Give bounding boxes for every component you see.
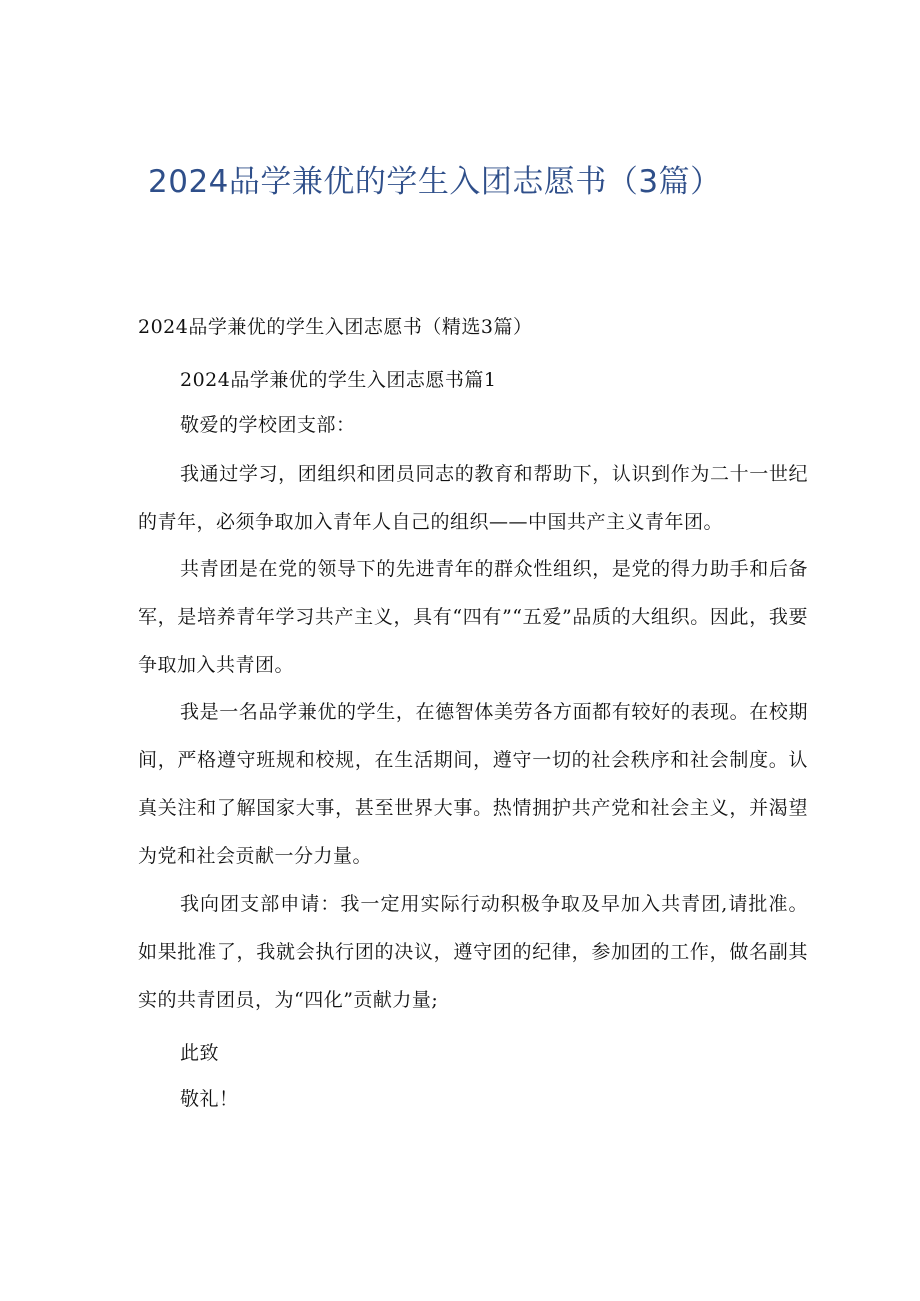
salutation: 敬爱的学校团支部： bbox=[180, 414, 356, 436]
document-subtitle: 2024品学兼优的学生入团志愿书（精选3篇） bbox=[138, 316, 533, 338]
section-heading: 2024品学兼优的学生入团志愿书篇1 bbox=[180, 369, 497, 391]
paragraph-3: 我是一名品学兼优的学生，在德智体美劳各方面都有较好的表现。在校期间，严格遵守班规和校规，在生活期间，遵守一切的社会秩序和社会制度。认真关注和了解国家大事，甚至世界大事。热情拥护共产党和社会主义，并渴望为党和社会贡献一分力量。 bbox=[138, 701, 808, 867]
page-title: 2024品学兼优的学生入团志愿书（3篇） bbox=[148, 164, 722, 200]
closing-line: 此致 bbox=[180, 1042, 220, 1064]
paragraph-1: 我通过学习，团组织和团员同志的教育和帮助下，认识到作为二十一世纪的青年，必须争取加入青年人自己的组织——中国共产主义青年团。 bbox=[138, 463, 808, 533]
closing-salute: 敬礼！ bbox=[180, 1088, 239, 1110]
paragraph-4: 我向团支部申请：我一定用实际行动积极争取及早加入共青团,请批准。如果批准了，我就会执行团的决议，遵守团的纪律，参加团的工作，做名副其实的共青团员，为“四化”贡献力量; bbox=[138, 893, 808, 1011]
paragraph-2: 共青团是在党的领导下的先进青年的群众性组织，是党的得力助手和后备军，是培养青年学习共产主义，具有“四有”“五爱”品质的大组织。因此，我要争取加入共青团。 bbox=[138, 558, 808, 676]
